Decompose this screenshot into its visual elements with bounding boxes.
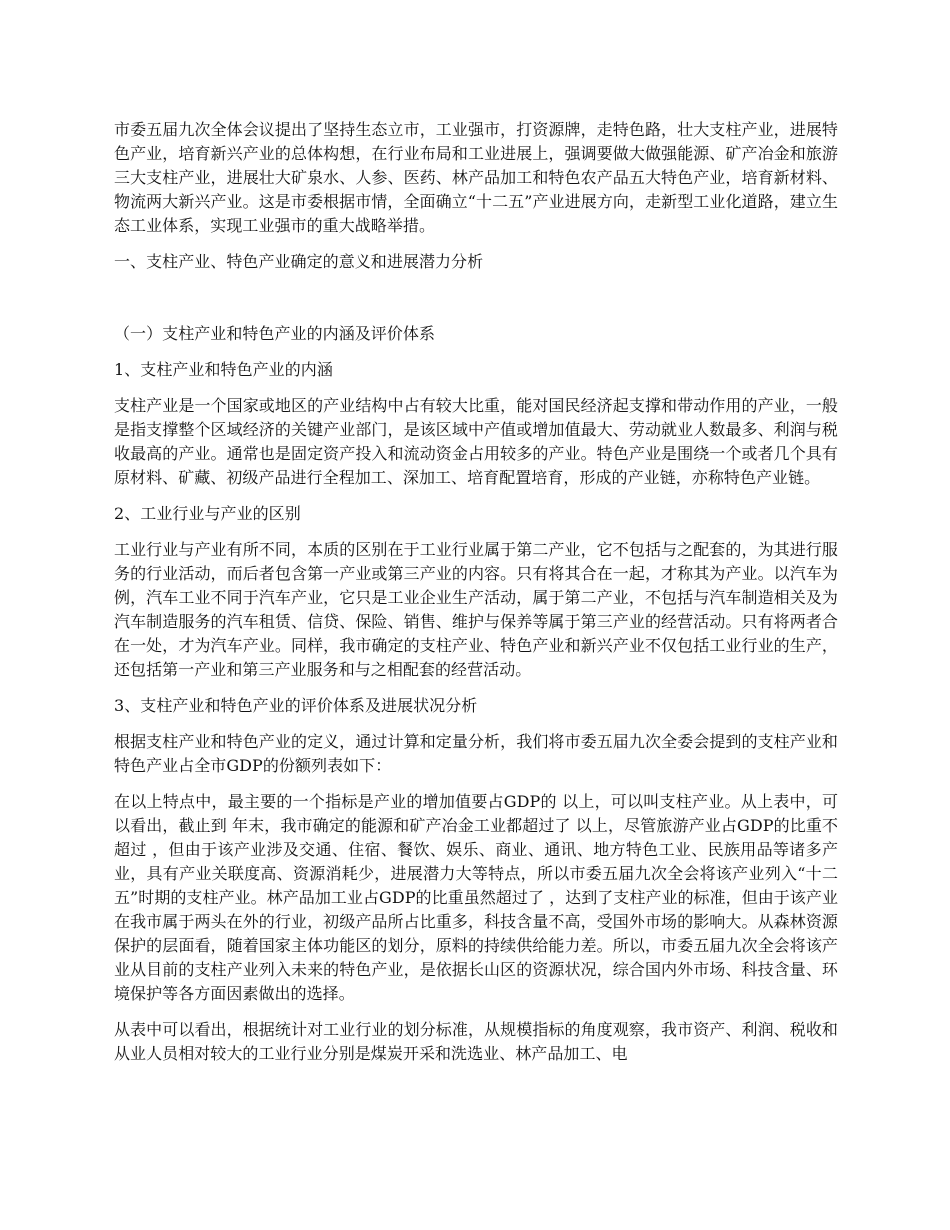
subsection-heading-1: （一）支柱产业和特色产业的内涵及评价体系: [114, 324, 436, 343]
item-heading-3: 3、支柱产业和特色产业的评价体系及进展状况分析: [114, 696, 478, 715]
item-paragraph-1: 支柱产业是一个国家或地区的产业结构中占有较大比重，能对国民经济起支撑和带动作用的产业，一般是指支撑整个区域经济的关键产业部门，是该区域中产值或增加值最大、劳动就业人数最多、利润与税收最高的产业。通常也是固定资产投入和流动资金占用较多的产业。特色产业是围绕一个或者几个具有原材料、矿藏、初级产品进行全程加工、深加工、培育配置培育，形成的产业链，亦称特色产业链。: [114, 396, 838, 487]
item-heading-1: 1、支柱产业和特色产业的内涵: [114, 360, 333, 379]
intro-paragraph: 市委五届九次全体会议提出了坚持生态立市，工业强市，打资源牌，走特色路，壮大支柱产业，进展特色产业，培育新兴产业的总体构想，在行业布局和工业进展上，强调要做大做强能源、矿产冶金和旅游三大支柱产业，进展壮大矿泉水、人参、医药、林产品加工和特色农产品五大特色产业，培育新材料、物流两大新兴产业。这是市委根据市情，全面确立“十二五”产业进展方向，走新型工业化道路，建立生态工业体系，实现工业强市的重大战略举措。: [114, 120, 838, 235]
blank-spacer: [114, 286, 838, 322]
item-paragraph-3b: 在以上特点中，最主要的一个指标是产业的增加值要占GDP的 以上，可以叫支柱产业。从上表中，可以看出，截止到 年末，我市确定的能源和矿产冶金工业都超过了 以上，尽管旅游产业占GDP的比重不超过 ，但由于该产业涉及交通、住宿、餐饮、娱乐、商业、通讯、地方特色工业、民族用品等诸多产业，具有产业关联度高、资源消耗少，进展潜力大等特点，所以市委五届九次全会将该产业列入“十二五”时期的支柱产业。林产品加工业占GDP的比重虽然超过了 ，达到了支柱产业的标准，但由于该产业在我市属于两头在外的行业，初级产品所占比重多，科技含量不高，受国外市场的影响大。从森林资源保护的层面看，随着国家主体功能区的划分，原料的持续供给能力差。所以，市委五届九次全会将该产业从目前的支柱产业列入未来的特色产业，是依据长山区的资源状况，综合国内外市场、科技含量、环境保护等各方面因素做出的选择。: [114, 792, 838, 1003]
item-paragraph-2: 工业行业与产业有所不同，本质的区别在于工业行业属于第二产业，它不包括与之配套的，为其进行服务的行业活动，而后者包含第一产业或第三产业的内容。只有将其合在一起，才称其为产业。以汽车为例，汽车工业不同于汽车产业，它只是工业企业生产活动，属于第二产业，不包括与汽车制造相关及为汽车制造服务的汽车租赁、信贷、保险、销售、维护与保养等属于第三产业的经营活动。只有将两者合在一处，才为汽车产业。同样，我市确定的支柱产业、特色产业和新兴产业不仅包括工业行业的生产，还包括第一产业和第三产业服务和与之相配套的经营活动。: [114, 540, 838, 679]
item-paragraph-3a: 根据支柱产业和特色产业的定义，通过计算和定量分析，我们将市委五届九次全委会提到的支柱产业和特色产业占全市GDP的份额列表如下：: [114, 732, 838, 775]
item-heading-2: 2、工业行业与产业的区别: [114, 504, 301, 523]
item-paragraph-3c: 从表中可以看出，根据统计对工业行业的划分标准，从规模指标的角度观察，我市资产、利润、税收和从业人员相对较大的工业行业分别是煤炭开采和洗选业、林产品加工、电: [114, 1020, 838, 1063]
document-page: [114, 118, 838, 1078]
section-heading-1: 一、支柱产业、特色产业确定的意义和进展潜力分析: [114, 252, 484, 271]
